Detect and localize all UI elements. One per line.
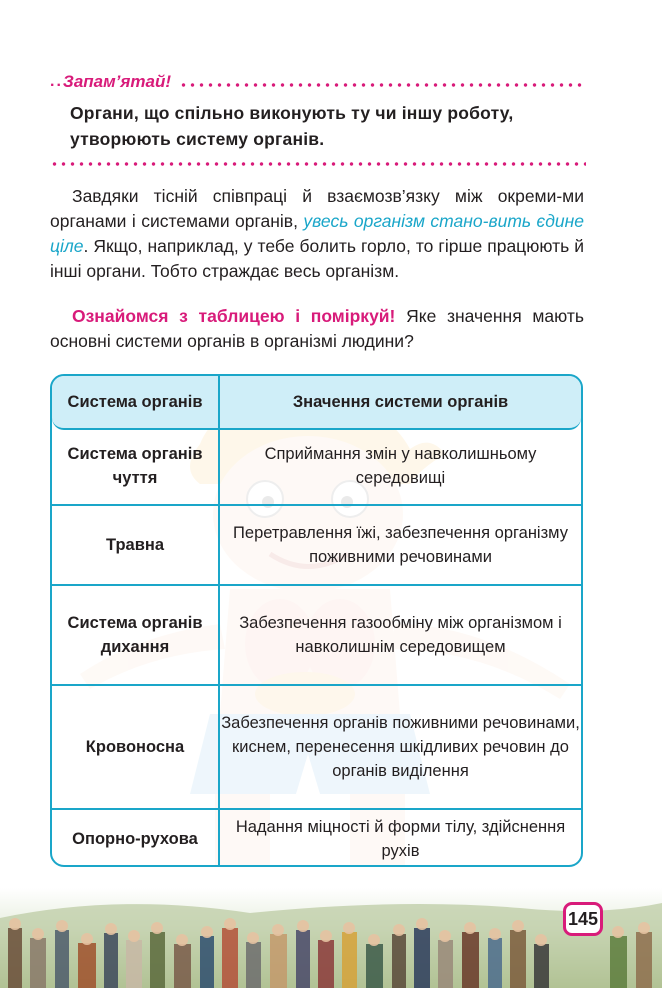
dotted-divider [50,162,586,166]
remember-heading [50,70,586,94]
highlight-phrase: увесь організм стано-вить єдине ціле [50,211,585,256]
table-row [52,506,581,584]
organ-systems-table [50,374,583,867]
row-meaning: Перетравлення їжі, забезпечення організму поживними речовинами [233,524,568,566]
row-system: Система органів дихання [67,614,203,656]
row-meaning: Забезпечення газообміну між організмом і навколишнім середовищем [239,614,562,656]
table-row [52,810,581,867]
table-header [52,376,581,430]
row-meaning: Сприймання змін у навколишньому середовищі [264,445,537,487]
row-system: Система органів чуття [67,445,203,487]
row-meaning: Надання міцності й форми тілу, здійснення рухів [235,817,566,860]
crowd-photo-icon [0,888,662,988]
paragraph-integrity [50,184,584,284]
paragraph-text-before: Завдяки тісній співпраці й взаємозв’язку між окреми-ми органами і системами органів, [50,186,584,231]
crowd-photo [0,888,662,988]
task-prompt: Ознайомся з таблицею і поміркуй! [72,306,396,326]
row-system: Кровоносна [85,738,185,756]
row-system: Опорно-рухова [72,829,198,848]
dotted-rule [179,83,586,87]
header-meaning: Значення системи органів [292,392,509,411]
remember-title: Запам’ятай! [62,72,172,91]
remember-definition: Органи, що спільно виконують ту чи іншу роботу, утворюють систему органів. [70,103,514,149]
paragraph-task [50,304,584,354]
table-row [52,428,581,504]
page-number: 145 [563,902,603,936]
paragraph-text-after: . Якщо, наприклад, у тебе болить горло, то гірше працюють й інші органи. Тобто страждає весь організм. [50,236,584,281]
row-system: Травна [106,536,164,554]
table-row [52,586,581,684]
table-row [52,686,581,808]
row-meaning: Забезпечення органів поживними речовинами, киснем, перенесення шкідливих речовин до органів виділення [221,714,580,780]
task-question: Яке значення мають основні системи органів в організмі людини? [50,306,584,351]
table-frame [50,374,583,867]
remember-lead-dots: .. [50,73,63,90]
header-system: Система органів [67,392,203,411]
